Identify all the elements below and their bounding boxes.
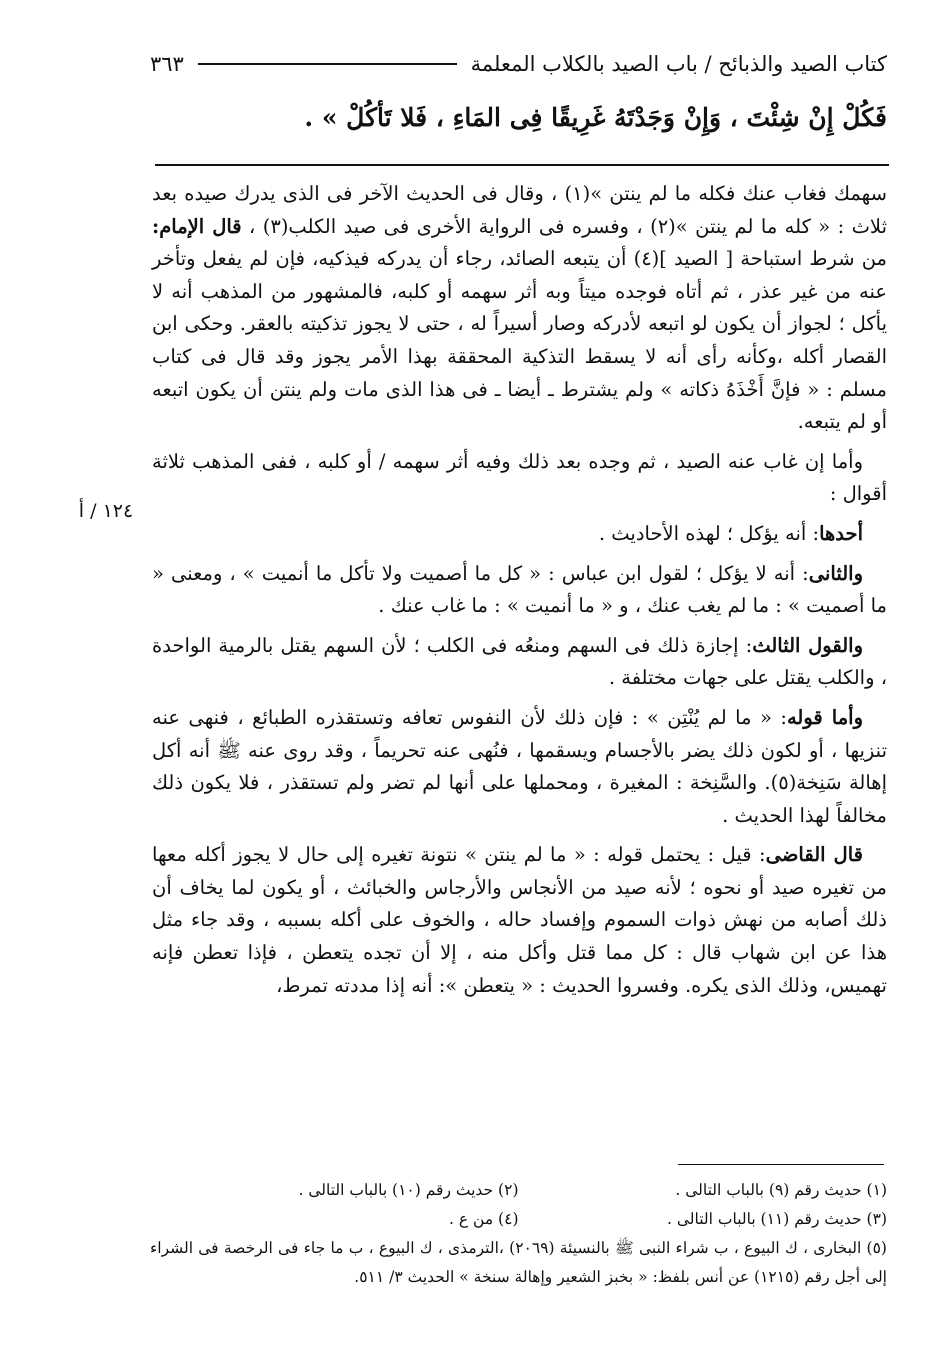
opinion-label-second: والثانى (808, 561, 863, 585)
header-rule (198, 63, 457, 65)
paragraph-7-text: : قيل : يحتمل قوله : « ما لم ينتن » نتونة تغيره إلى حال لا يجوز أكله معها من تغيره صيد أو نحوه ؛ لأنه صيد من الأنجاس والأرجاس والخبائث ، أو يكون لما يخاف أن ذلك أصابه من نهش ذوات السموم وإفساد حاله ، والخوف على أكله بسببه ، وقد جاء مثل هذا عن ابن شهاب قال : كل مما قتل وأكل منه ، إلا أن تجده يتعطن ، فإذا تعطن فإنه تهميس، وذلك الذى يكره. وفسروا الحديث : « يتعطن »: أنه إذا مددته تمرط، (152, 843, 887, 997)
speaker-label-qadi: قال القاضى (765, 843, 863, 867)
hadith-divider (155, 164, 889, 166)
page-header (150, 44, 887, 84)
paragraph-5 (152, 630, 887, 695)
footnotes (150, 1176, 887, 1292)
page-number: ٣٦٣ (150, 52, 184, 76)
footnote-1: (١) حديث رقم (٩) بالباب التالى . (675, 1181, 887, 1199)
manuscript-folio-note: ١٢٤ / أ (78, 500, 134, 522)
paragraph-4-text: : أنه لا يؤكل ؛ لقول ابن عباس : « كل ما أصميت ولا تأكل ما أنميت » ، ومعنى « ما أصميت » : ما لم يغب عنك ، و « ما أنميت » : ما غاب عنك . (152, 561, 887, 618)
footnote-3: (٣) حديث رقم (١١) بالباب التالى . (667, 1210, 887, 1228)
hadith-text: فَكُلْ إِنْ شِئْتَ ، وَإِنْ وَجَدْتَهُ غَرِيقًا فِى المَاءِ ، فَلا تَأكُلْ » . (304, 103, 887, 132)
paragraph-1-text: سهمك فغاب عنك فكله ما لم ينتن »(١) ، وقال فى الحديث الآخر فى الذى يدرك صيده بعد ثلاث : « كله ما لم ينتن »(٢) ، وفسره فى الرواية الأخرى فى صيد الكلب(٣) ، (152, 182, 888, 238)
commentary-body (152, 178, 887, 1009)
footnote-4: (٤) من ع . (449, 1210, 519, 1228)
footnote-row (150, 1205, 887, 1234)
opinion-label-third: والقول الثالث (752, 633, 863, 657)
paragraph-5-text: : إجازة ذلك فى السهم ومنعُه فى الكلب ؛ لأن السهم يقتل بالرمية الواحدة ، والكلب يقتل على جهات مختلفة . (152, 633, 887, 690)
running-title: كتاب الصيد والذبائح / باب الصيد بالكلاب المعلمة (470, 52, 887, 76)
paragraph-6 (152, 702, 887, 832)
paragraph-6-text: : « ما لم يُنْتِن » : فإن ذلك لأن النفوس تعافه وتستقذره الطبائع ، فنهى عنه تنزيها ، أو لكون ذلك يضر بالأجسام ويسقمها ، فنُهى عنه تحريماً ، وقد روى عنه ﷺ أنه أكل إهالة سَنِخة(٥). والسَّنِخة : المغيرة ، ومحملها على أنها لم تضر ولم تستقذر ، فلا يكون ذلك مخالفاً لهذا الحديث . (152, 705, 887, 827)
section-label-saying: وأما قوله (786, 705, 864, 729)
footnote-2: (٢) حديث رقم (١٠) بالباب التالى . (298, 1181, 519, 1199)
opinion-label-first: أحدها (819, 521, 863, 545)
footnote-5: (٥) البخارى ، ك البيوع ، ب شراء النبى ﷺ بالنسيئة (٢٠٦٩) ،الترمذى ، ك البيوع ، ب ما جاء فى الرخصة فى الشراء إلى أجل رقم (١٢١٥) عن أنس بلفظ: « بخبز الشعير وإهالة سنخة » الحديث ٣/ ٥١١. (150, 1239, 887, 1286)
paragraph-3 (152, 518, 887, 551)
paragraph-2: وأما إن غاب عنه الصيد ، ثم وجده بعد ذلك وفيه أثر سهمه / أو كلبه ، ففى المذهب ثلاثة أقوال : (152, 449, 887, 506)
paragraph-4 (152, 558, 887, 623)
footnote-row (150, 1176, 887, 1205)
speaker-label-imam: قال الإمام: (152, 214, 242, 238)
paragraph-1-rest: من شرط استباحة [ الصيد ](٤) أن يتبعه الصائد، رجاء أن يدركه فيذكيه، فإن لم يفعل وتأخر عنه من غير عذر ، ثم أتاه فوجده ميتاً وبه أثر سهمه أو كلبه، فالمشهور من المذهب أنه لا يأكل ؛ لجواز أن يكون لو اتبعه لأدركه وصار أسيراً له ، حتى لا يجوز تذكيته بالعقر. وحكى ابن القصار أكله ،وكأنه رأى أنه لا يسقط التذكية المحققة بهذا الأمر يجوز وقد قال فى كتاب مسلم : « فإنَّ أَخْذَهُ ذكاته » ولم يشترط ـ أيضا ـ فى هذا الذى مات ولم ينتن أن يكون اتبعه أو لم يتبعه. (152, 247, 887, 434)
footnote-divider (678, 1164, 884, 1165)
paragraph-1 (152, 178, 887, 439)
paragraph-3-text: : أنه يؤكل ؛ لهذه الأحاديث . (598, 521, 820, 545)
paragraph-7 (152, 839, 887, 1002)
